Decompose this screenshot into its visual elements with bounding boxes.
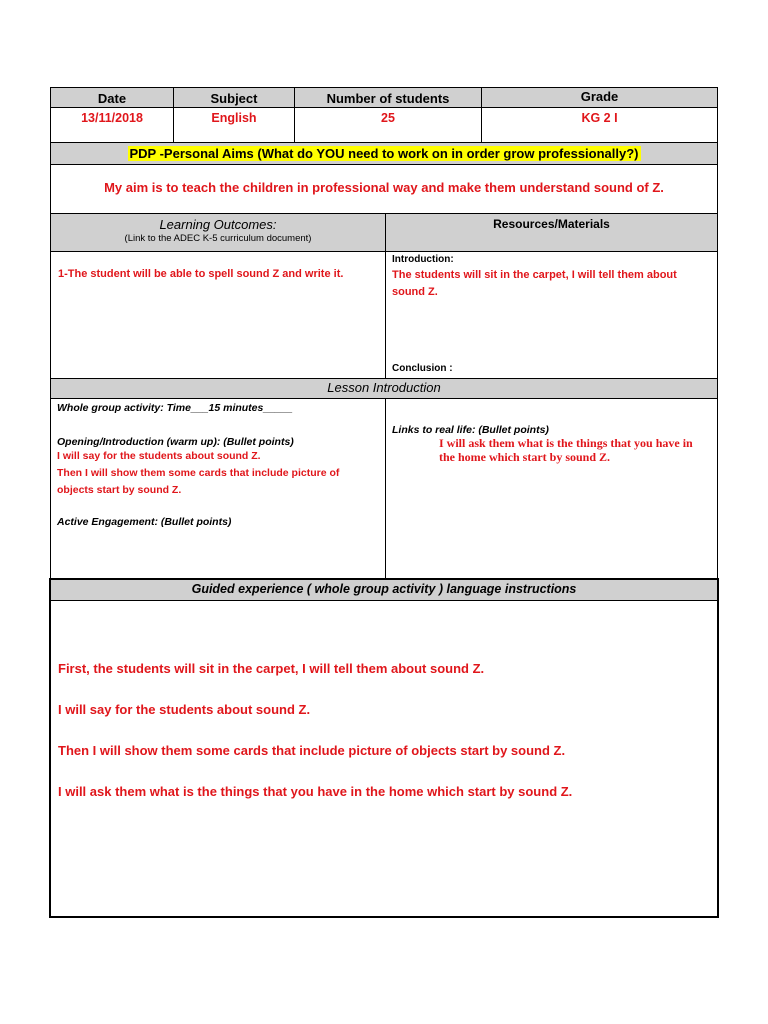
learning-outcomes-body	[50, 251, 386, 379]
guided-line-4: I will ask them what is the things that you have in the home which start by sound Z.	[58, 784, 573, 799]
header-subject-label: Subject	[210, 91, 258, 106]
resources-body	[385, 251, 718, 379]
opening-label: Opening/Introduction (warm up): (Bullet points)	[57, 436, 294, 448]
guided-line-3: Then I will show them some cards that include picture of objects start by sound Z.	[58, 743, 566, 758]
header-grade	[481, 87, 718, 108]
whole-group-activity: Whole group activity: Time___15 minutes_____	[57, 402, 293, 414]
pdp-header	[50, 142, 718, 165]
header-grade-label: Grade	[580, 89, 619, 104]
date-value: 13/11/2018	[81, 111, 143, 125]
pdp-label: PDP -Personal Aims (What do YOU need to work on in order grow professionally?)	[129, 146, 639, 161]
guided-body	[49, 600, 719, 918]
links-real-life-label: Links to real life: (Bullet points)	[392, 424, 549, 436]
learning-outcomes-title: Learning Outcomes:	[159, 217, 277, 232]
links-real-life-text: I will ask them what is the things that you have in the home which start by sound Z.	[439, 436, 693, 464]
guided-line-2: I will say for the students about sound Z.	[58, 702, 311, 717]
grade-value: KG 2 I	[581, 111, 618, 125]
active-engagement-label: Active Engagement: (Bullet points)	[57, 516, 232, 528]
value-date	[50, 107, 174, 143]
header-date-label: Date	[97, 91, 127, 106]
learning-outcomes-subtitle: (Link to the ADEC K-5 curriculum document)	[124, 233, 312, 244]
pdp-aim: My aim is to teach the children in professional way and make them understand sound of Z.	[104, 180, 664, 195]
value-students	[294, 107, 482, 143]
opening-line-2: Then I will show them some cards that include picture of objects start by sound Z.	[57, 467, 340, 496]
resources-intro-text: The students will sit in the carpet, I will tell them about sound Z.	[392, 269, 677, 298]
guided-line-1: First, the students will sit in the carpet, I will tell them about sound Z.	[58, 661, 485, 676]
learning-outcomes-text: 1-The student will be able to spell sound Z and write it.	[58, 268, 344, 280]
resources-conclusion-label: Conclusion :	[392, 363, 453, 374]
students-value: 25	[381, 111, 395, 125]
learning-outcomes-header	[50, 213, 386, 252]
value-subject	[173, 107, 295, 143]
pdp-aim-cell	[50, 164, 718, 214]
header-students	[294, 87, 482, 108]
resources-intro-label: Introduction:	[392, 254, 454, 265]
lesson-intro-title: Lesson Introduction	[327, 380, 441, 395]
resources-header	[385, 213, 718, 252]
opening-line-1: I will say for the students about sound Z.	[57, 450, 261, 462]
lesson-intro-right	[385, 398, 718, 579]
header-subject	[173, 87, 295, 108]
subject-value: English	[211, 111, 257, 125]
guided-header	[49, 578, 719, 601]
value-grade	[481, 107, 718, 143]
lesson-intro-left	[50, 398, 386, 579]
header-date	[50, 87, 174, 108]
header-students-label: Number of students	[326, 91, 450, 106]
lesson-intro-header	[50, 378, 718, 399]
guided-title: Guided experience ( whole group activity ) language instructions	[191, 582, 577, 596]
resources-title: Resources/Materials	[493, 217, 610, 231]
